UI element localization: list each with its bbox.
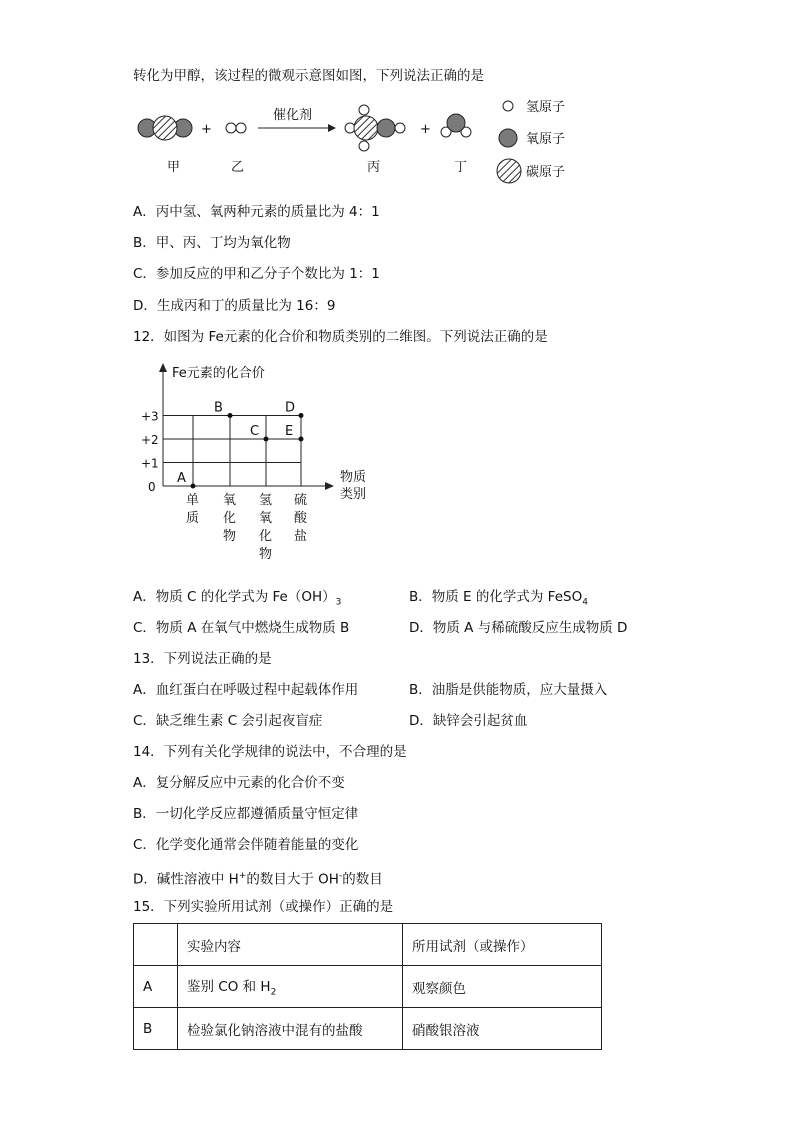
reaction-diagram: [0, 90, 794, 280]
table-row: [134, 1008, 602, 1050]
q14-option-d: [133, 866, 383, 890]
x-axis-arrow-icon: [325, 482, 334, 490]
q15-stem: 15．下列实验所用试剂（或操作）正确的是: [133, 899, 394, 915]
question-intro: 转化为甲醇，该过程的微观示意图如图，下列说法正确的是: [133, 68, 484, 84]
table-cell-key: A: [134, 966, 178, 1008]
data-point: [228, 413, 233, 418]
y-tick-label: +1: [141, 456, 159, 471]
legend-hydrogen: 氢原子: [526, 100, 566, 115]
x-category-label: 硫: [294, 493, 308, 508]
table-cell-content: 检验氯化钠溶液中混有的盐酸: [178, 1008, 403, 1050]
data-point-label: D: [285, 400, 296, 416]
content-sub: 2: [270, 987, 277, 998]
data-point: [264, 437, 269, 442]
table-header-cell: 实验内容: [178, 924, 403, 966]
hydrogen-atom-icon: [503, 101, 513, 111]
table-cell-reagent: 观察颜色: [403, 966, 602, 1008]
table-cell-key: B: [134, 1008, 178, 1050]
plus-sign: +: [201, 122, 212, 137]
legend: [497, 100, 565, 183]
q12-stem: 12．如图为 Fe元素的化合价和物质类别的二维图。下列说法正确的是: [133, 329, 548, 345]
x-category-label: 氧: [259, 511, 273, 526]
data-point: [299, 413, 304, 418]
q12-option-a-sub: 3: [335, 597, 342, 608]
data-point: [191, 484, 196, 489]
content-text: 鉴别 CO 和 H: [187, 979, 271, 996]
q14-stem: 14．下列有关化学规律的说法中，不合理的是: [133, 744, 407, 760]
x-category-label: 单: [186, 493, 200, 508]
q12-option-c: C．物质 A 在氧气中燃烧生成物质 B: [133, 620, 350, 636]
q14-option-d-sup2: -: [338, 871, 343, 881]
x-category-label: 化: [259, 529, 273, 544]
arrow-head-icon: [328, 124, 336, 132]
q11-option-d: D．生成丙和丁的质量比为 16：9: [133, 298, 336, 314]
label-bing: 丙: [367, 160, 381, 175]
label-jia: 甲: [167, 160, 181, 175]
molecule-jia: [138, 116, 192, 140]
legend-carbon: 碳原子: [526, 165, 566, 180]
table-row: [134, 966, 602, 1008]
legend-oxygen: 氧原子: [526, 132, 566, 147]
oxygen-atom-icon: [499, 129, 517, 147]
y-axis-arrow-icon: [159, 363, 167, 372]
table-header-cell: [134, 924, 178, 966]
x-category-label: 物: [223, 529, 237, 544]
q14-option-d-part1: D．碱性溶液中 H: [133, 871, 239, 888]
q13-option-d: D．缺锌会引起贫血: [409, 713, 528, 729]
q14-option-b: B．一切化学反应都遵循质量守恒定律: [133, 806, 359, 822]
x-category-label: 化: [223, 511, 237, 526]
q11-option-c: C．参加反应的甲和乙分子个数比为 1：1: [133, 266, 380, 282]
data-point-label: A: [177, 471, 186, 486]
x-category-label: 物: [259, 547, 273, 562]
experiment-table: [133, 923, 602, 1050]
table-header-row: [134, 924, 602, 966]
q11-option-a: A．丙中氢、氧两种元素的质量比为 4：1: [133, 204, 380, 220]
y-tick-label: +3: [141, 409, 159, 424]
q12-option-a-text: A．物质 C 的化学式为 Fe（OH）: [133, 589, 336, 605]
table-cell-content: [178, 966, 403, 1008]
q12-option-d: D．物质 A 与稀硫酸反应生成物质 D: [409, 620, 628, 636]
q12-option-b: [409, 587, 588, 613]
x-axis-label-2: 类别: [340, 487, 367, 502]
q14-option-d-part3: 的数目: [342, 871, 383, 888]
x-category-label: 酸: [294, 511, 308, 526]
q12-option-b-text: B．物质 E 的化学式为 FeSO: [409, 589, 583, 605]
q13-option-b: B．油脂是供能物质，应大量摄入: [409, 682, 608, 698]
q11-option-b: B．甲、丙、丁均为氧化物: [133, 235, 291, 251]
data-point-label: E: [285, 424, 294, 439]
x-category-label: 质: [186, 511, 200, 526]
q13-option-a: A．血红蛋白在呼吸过程中起载体作用: [133, 682, 359, 698]
data-point-label: B: [214, 400, 223, 416]
q13-stem: 13．下列说法正确的是: [133, 651, 272, 667]
catalyst-label: 催化剂: [273, 108, 313, 123]
data-point: [299, 437, 304, 442]
q14-option-c: C．化学变化通常会伴随着能量的变化: [133, 837, 359, 853]
x-category-label: 氧: [223, 493, 237, 508]
table-header-cell: 所用试剂（或操作）: [403, 924, 602, 966]
q14-option-d-sup1: +: [238, 871, 247, 881]
carbon-atom-icon: [497, 159, 521, 183]
q14-option-a: A．复分解反应中元素的化合价不变: [133, 775, 345, 791]
plus-sign-2: +: [420, 122, 431, 137]
fe-valence-chart: [0, 360, 794, 580]
data-point-label: C: [250, 424, 260, 439]
q12-option-b-sub: 4: [582, 597, 588, 608]
q12-option-a: [133, 587, 341, 613]
molecule-ding: [441, 114, 471, 137]
molecule-yi: [226, 123, 246, 133]
y-tick-label: +2: [141, 433, 159, 447]
table-cell-reagent: 硝酸银溶液: [403, 1008, 602, 1050]
q14-option-d-part2: 的数目大于 OH: [246, 871, 339, 888]
x-category-label: 盐: [294, 529, 308, 544]
label-ding: 丁: [454, 160, 468, 175]
molecule-bing: [345, 105, 405, 151]
y-tick-label: 0: [148, 480, 156, 494]
y-axis-label: Fe元素的化合价: [172, 366, 265, 381]
x-axis-label-1: 物质: [340, 470, 367, 485]
q13-option-c: C．缺乏维生素 C 会引起夜盲症: [133, 713, 323, 729]
x-category-label: 氢: [259, 493, 273, 508]
label-yi: 乙: [231, 160, 245, 175]
